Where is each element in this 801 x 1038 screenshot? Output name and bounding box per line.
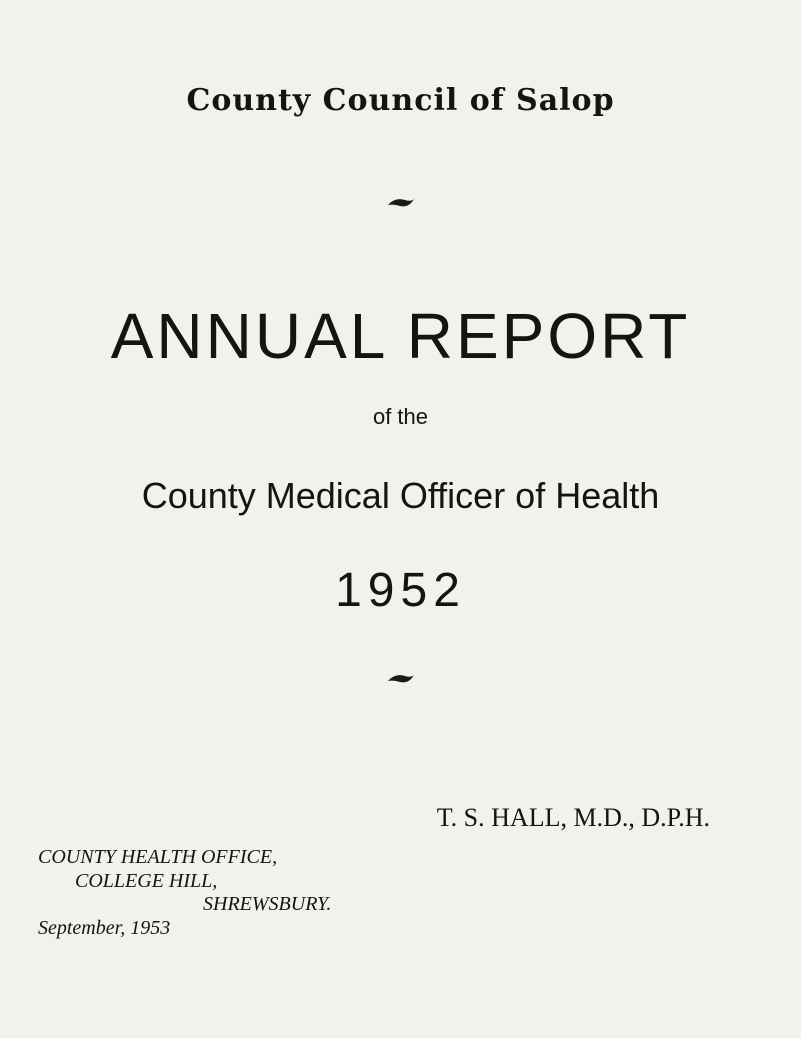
- address-line: COUNTY HEALTH OFFICE,: [38, 846, 278, 868]
- report-title: ANNUAL REPORT: [110, 300, 691, 372]
- address-line: COLLEGE HILL,: [75, 870, 218, 892]
- publication-date: September, 1953: [38, 917, 171, 939]
- author-name: T. S. HALL, M.D., D.P.H.: [436, 803, 710, 832]
- fleuron-icon: [0, 196, 801, 210]
- report-year: 1952: [335, 564, 466, 617]
- report-subtitle: County Medical Officer of Health: [141, 475, 660, 516]
- fleuron-icon: [0, 672, 801, 686]
- title-connector: of the: [372, 404, 429, 429]
- council-heading: County Council of Salop: [186, 83, 615, 118]
- address-line: SHREWSBURY.: [203, 893, 332, 915]
